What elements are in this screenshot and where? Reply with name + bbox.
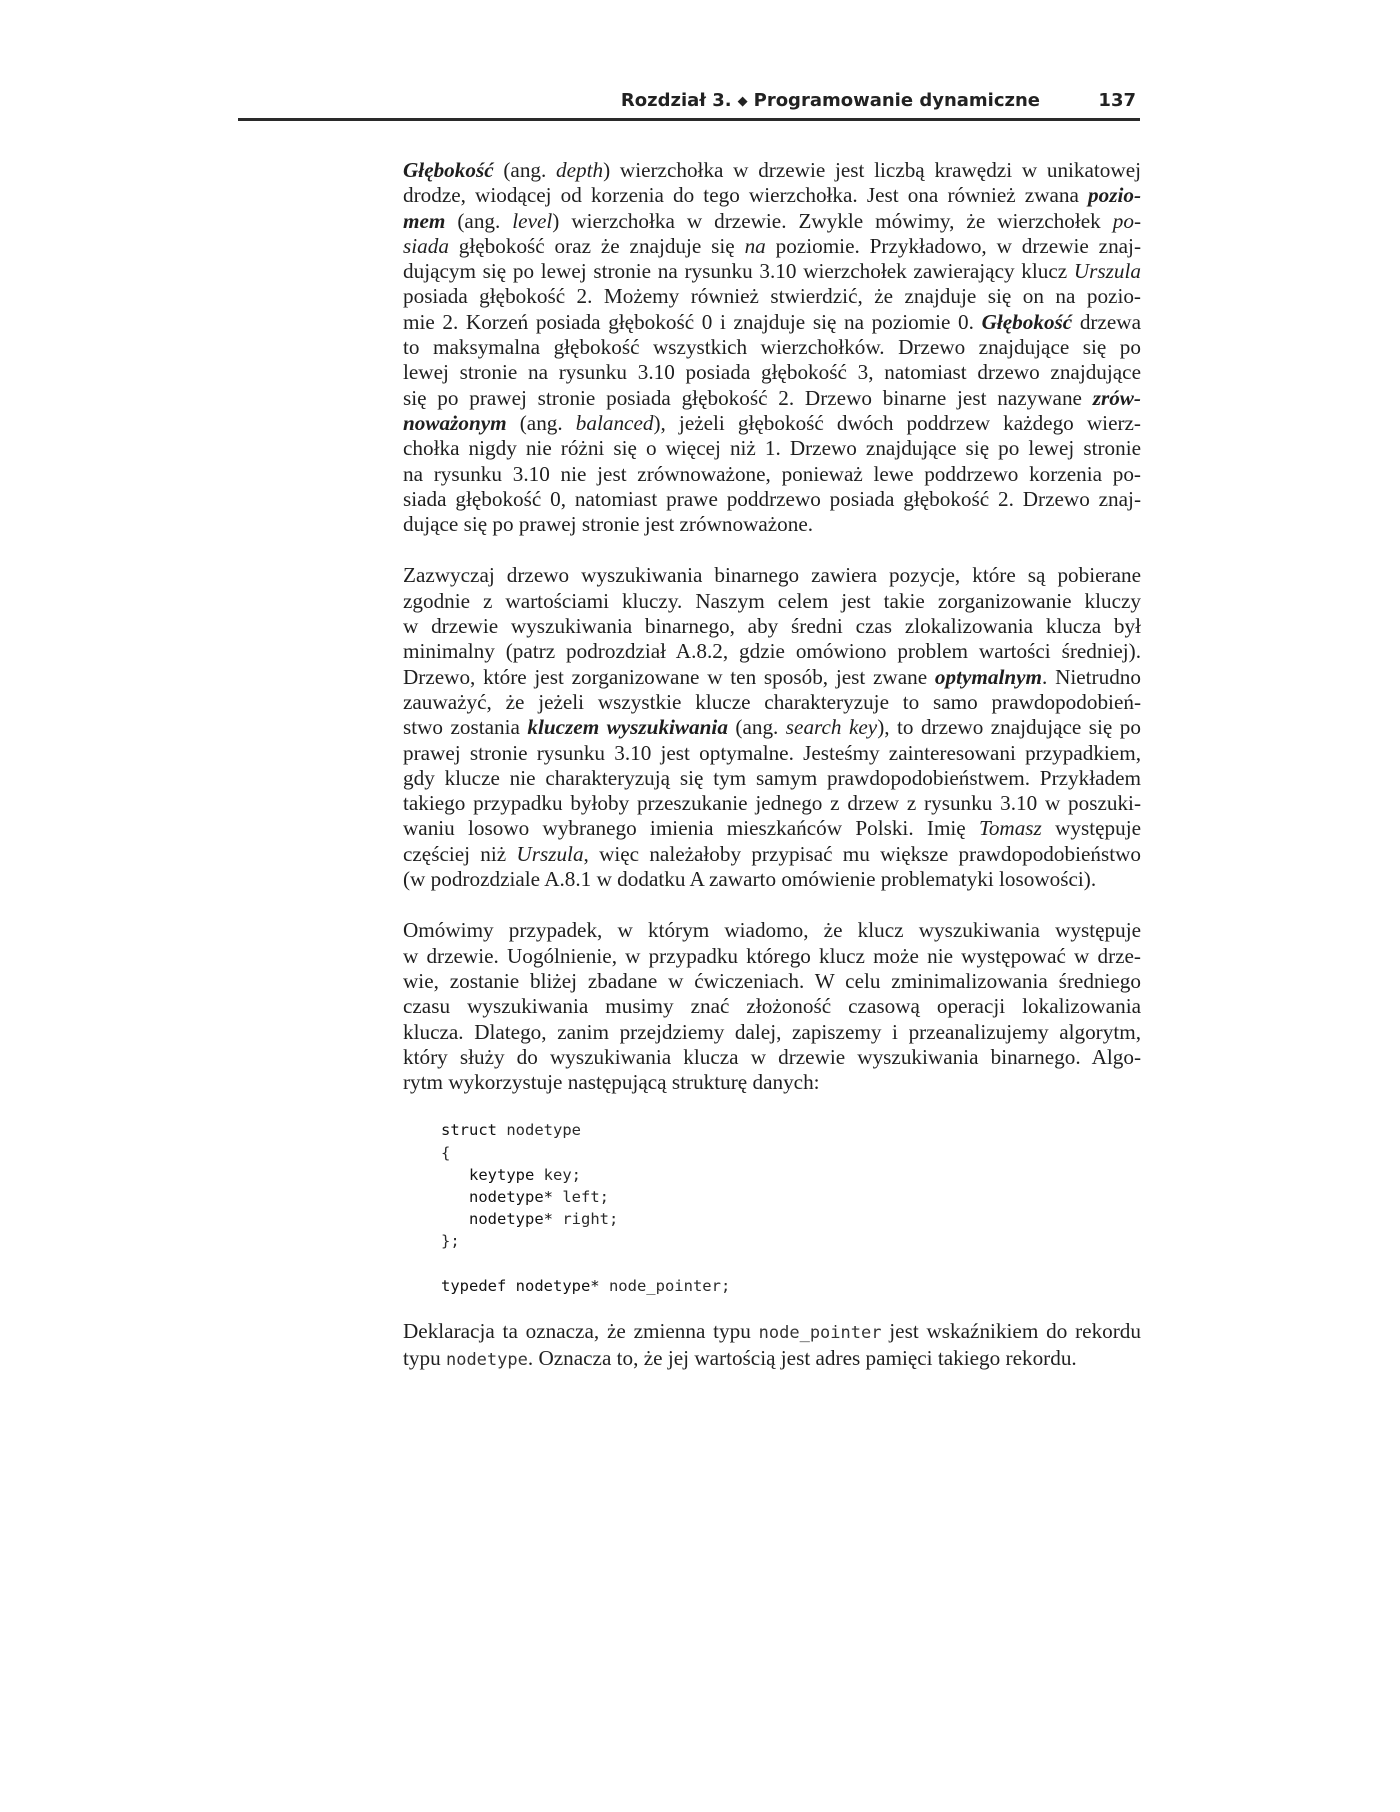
text-run: typu: [403, 1346, 446, 1371]
code-text: right;: [553, 1210, 619, 1229]
text-run: jest wskaźnikiem do rekordu: [881, 1318, 1141, 1343]
text-run: występuje: [1041, 816, 1141, 841]
code-text: {: [441, 1143, 451, 1162]
text-run: w drzewie wyszukiwania binarnego, aby średni czas zlokalizowania klucza był: [403, 614, 1141, 639]
code-text: node_pointer;: [599, 1276, 731, 1295]
paragraph-depth: [403, 158, 1141, 537]
text-run: waniu losowo wybranego imienia mieszkańców Polski. Imię: [403, 816, 979, 841]
text-run: ), to drzewo znajdujące się po: [877, 715, 1141, 740]
text-run: level: [512, 208, 553, 233]
text-line: [403, 791, 1141, 816]
code-text: nodetype: [497, 1121, 581, 1140]
term-emphasis: mem: [403, 208, 446, 233]
text-run: depth: [556, 158, 604, 182]
text-line: [403, 1346, 1141, 1373]
inline-code: nodetype: [445, 1350, 528, 1371]
text-line: [403, 284, 1141, 309]
code-line: [441, 1208, 1141, 1230]
text-line: [403, 386, 1141, 411]
text-run: siada: [403, 233, 449, 258]
text-line: [403, 259, 1141, 284]
text-run: głębokość oraz że znajduje się: [448, 233, 745, 258]
text-run: po-: [1112, 208, 1141, 233]
code-text: key;: [534, 1165, 581, 1184]
text-line: [403, 563, 1141, 588]
code-line: [441, 1186, 1141, 1208]
text-line: [403, 1319, 1141, 1346]
text-run: dujące się po prawej stronie jest zrównoważone.: [403, 512, 814, 537]
text-line: [403, 1020, 1141, 1045]
text-run: chołka nigdy nie różni się o więcej niż 1. Drzewo znajdujące się po lewej stronie: [403, 436, 1141, 461]
text-line: [403, 436, 1141, 461]
text-run: lewej stronie na rysunku 3.10 posiada głębokość 3, natomiast drzewo znajdujące: [403, 360, 1141, 385]
inline-code: node_pointer: [758, 1322, 882, 1343]
text-line: [403, 183, 1141, 208]
text-line: [403, 411, 1141, 436]
text-run: stwo zostania: [403, 715, 528, 740]
text-line: [403, 944, 1141, 969]
text-run: gdy klucze nie charakteryzują się tym samym prawdopodobieństwem. Przykładem: [403, 765, 1141, 790]
text-line: [403, 234, 1141, 259]
text-line: [403, 665, 1141, 690]
code-line: [441, 1230, 1141, 1252]
text-run: dującym się po lewej stronie na rysunku 3.10 wierzchołek zawierający klucz: [403, 259, 1074, 284]
text-line: [403, 766, 1141, 791]
text-run: , więc należałoby przypisać mu większe prawdopodobieństwo: [583, 841, 1141, 866]
text-line: [403, 158, 1141, 183]
text-line: [403, 310, 1141, 335]
text-line: [403, 994, 1141, 1019]
text-line: [403, 614, 1141, 639]
text-line: [403, 690, 1141, 715]
text-run: balanced: [575, 410, 654, 435]
text-run: . Oznacza to, że jej wartością jest adres pamięci takiego rekordu.: [527, 1346, 1077, 1371]
text-line: [403, 639, 1141, 664]
text-line: [403, 512, 1141, 537]
text-line: [403, 209, 1141, 234]
text-run: siada głębokość 0, natomiast prawe poddrzewo posiada głębokość 2. Drzewo znaj-: [403, 486, 1141, 511]
code-block: [441, 1119, 1141, 1296]
text-run: takiego przypadku byłoby przeszukanie jednego z drzew z rysunku 3.10 w poszuki-: [403, 791, 1141, 816]
body-text: [403, 158, 1141, 1373]
text-run: ) wierzchołka w drzewie jest liczbą krawędzi w unikatowej: [603, 158, 1141, 182]
code-text: left;: [553, 1188, 609, 1206]
text-run: search key: [785, 715, 878, 740]
text-run: czasu wyszukiwania musimy znać złożoność czasową operacji lokalizowania: [403, 994, 1141, 1019]
term-emphasis: zrów-: [1092, 385, 1141, 410]
text-run: (ang.: [727, 715, 786, 740]
code-keyword: typedef nodetype*: [441, 1276, 600, 1295]
text-run: prawej stronie rysunku 3.10 jest optymalne. Jesteśmy zainteresowani przypadkiem,: [403, 740, 1141, 765]
text-run: rytm wykorzystuje następującą strukturę danych:: [403, 1070, 820, 1095]
text-line: [403, 360, 1141, 385]
text-run: . Nietrudno: [1042, 664, 1141, 689]
text-run: (ang.: [493, 158, 557, 182]
text-run: ), jeżeli głębokość dwóch poddrzew każdego wierz-: [653, 410, 1141, 435]
text-run: mie 2. Korzeń posiada głębokość 0 i znajduje się na poziomie 0.: [403, 309, 982, 334]
text-run: minimalny (patrz podrozdział A.8.2, gdzie omówiono problem wartości średniej).: [403, 639, 1141, 664]
code-keyword: struct: [441, 1121, 497, 1140]
code-line: [441, 1119, 1141, 1141]
text-run: ) wierzchołka w drzewie. Zwykle mówimy, że wierzchołek: [552, 208, 1113, 233]
text-run: który służy do wyszukiwania klucza w drzewie wyszukiwania binarnego. Algo-: [403, 1044, 1141, 1069]
text-run: zgodnie z wartościami kluczy. Naszym celem jest takie zorganizowanie kluczy: [403, 588, 1141, 613]
text-run: (ang.: [445, 208, 513, 233]
text-run: Omówimy przypadek, w którym wiadomo, że klucz wyszukiwania występuje: [403, 918, 1141, 943]
text-run: (w podrozdziale A.8.1 w dodatku A zawarto omówienie problematyki losowości).: [403, 867, 1097, 892]
text-line: [403, 969, 1141, 994]
paragraph-optimal-tree: [403, 563, 1141, 892]
text-line: [403, 1070, 1141, 1095]
term-emphasis: Głębokość: [403, 158, 494, 182]
code-line: [441, 1253, 1141, 1275]
code-keyword: nodetype*: [469, 1210, 553, 1229]
text-line: [403, 741, 1141, 766]
code-text: };: [441, 1232, 460, 1251]
text-run: klucza. Dlatego, zanim przejdziemy dalej, zapiszemy i przeanalizujemy algorytm,: [403, 1019, 1141, 1044]
text-run: Tomasz: [978, 816, 1042, 841]
term-emphasis: noważonym: [403, 410, 507, 435]
text-run: częściej niż: [403, 841, 517, 866]
text-run: posiada głębokość 2. Możemy również stwierdzić, że znajduje się on na pozio-: [403, 284, 1141, 309]
text-line: [403, 715, 1141, 740]
text-line: [403, 335, 1141, 360]
section-label: Programowanie dynamiczne: [753, 90, 1040, 111]
text-run: zauważyć, że jeżeli wszystkie klucze charakteryzuje to samo prawdopodobień-: [403, 689, 1141, 714]
text-line: [403, 487, 1141, 512]
text-run: wie, zostanie bliżej zbadane w ćwiczeniach. W celu zminimalizowania średniego: [403, 968, 1141, 993]
text-run: na rysunku 3.10 nie jest zrównoważone, ponieważ lewe poddrzewo korzenia po-: [403, 461, 1141, 486]
chapter-title: [621, 90, 1040, 111]
text-line: [403, 867, 1141, 892]
text-run: drodze, wiodącej od korzenia do tego wierzchołka. Jest ona również zwana: [403, 183, 1089, 208]
text-line: [403, 918, 1141, 943]
text-line: [403, 1045, 1141, 1070]
diamond-icon: ◆: [737, 94, 748, 109]
text-run: poziomie. Przykładowo, w drzewie znaj-: [765, 233, 1142, 258]
paragraph-search-key: [403, 918, 1141, 1095]
term-emphasis: kluczem wyszukiwania: [527, 715, 728, 740]
text-run: (ang.: [506, 410, 576, 435]
chapter-label: Rozdział 3.: [620, 90, 732, 111]
text-run: drzewa: [1072, 309, 1141, 334]
code-keyword: keytype: [469, 1165, 535, 1184]
term-emphasis: Głębokość: [981, 309, 1073, 334]
text-run: Deklaracja ta oznacza, że zmienna typu: [403, 1318, 759, 1343]
code-line: [441, 1164, 1141, 1186]
text-run: Drzewo, które jest zorganizowane w ten sposób, jest zwane: [403, 664, 935, 689]
paragraph-declaration: [403, 1319, 1141, 1374]
text-run: Urszula: [1073, 259, 1141, 284]
text-run: na: [744, 233, 766, 258]
text-run: się po prawej stronie posiada głębokość 2. Drzewo binarne jest nazywane: [403, 385, 1093, 410]
text-run: Zazwyczaj drzewo wyszukiwania binarnego zawiera pozycje, które są pobierane: [403, 563, 1141, 588]
text-run: to maksymalna głębokość wszystkich wierzchołków. Drzewo znajdujące się po: [403, 335, 1141, 360]
term-emphasis: optymalnym: [934, 664, 1043, 689]
code-keyword: nodetype*: [469, 1188, 553, 1206]
code-line: [441, 1275, 1141, 1297]
code-line: [441, 1142, 1141, 1164]
text-line: [403, 462, 1141, 487]
text-line: [403, 589, 1141, 614]
running-head: [238, 88, 1140, 121]
text-line: [403, 842, 1141, 867]
text-run: Urszula: [516, 841, 584, 866]
text-run: w drzewie. Uogólnienie, w przypadku którego klucz może nie występować w drze-: [403, 943, 1141, 968]
term-emphasis: pozio-: [1088, 183, 1141, 208]
text-line: [403, 816, 1141, 841]
page-number: 137: [1098, 90, 1136, 111]
